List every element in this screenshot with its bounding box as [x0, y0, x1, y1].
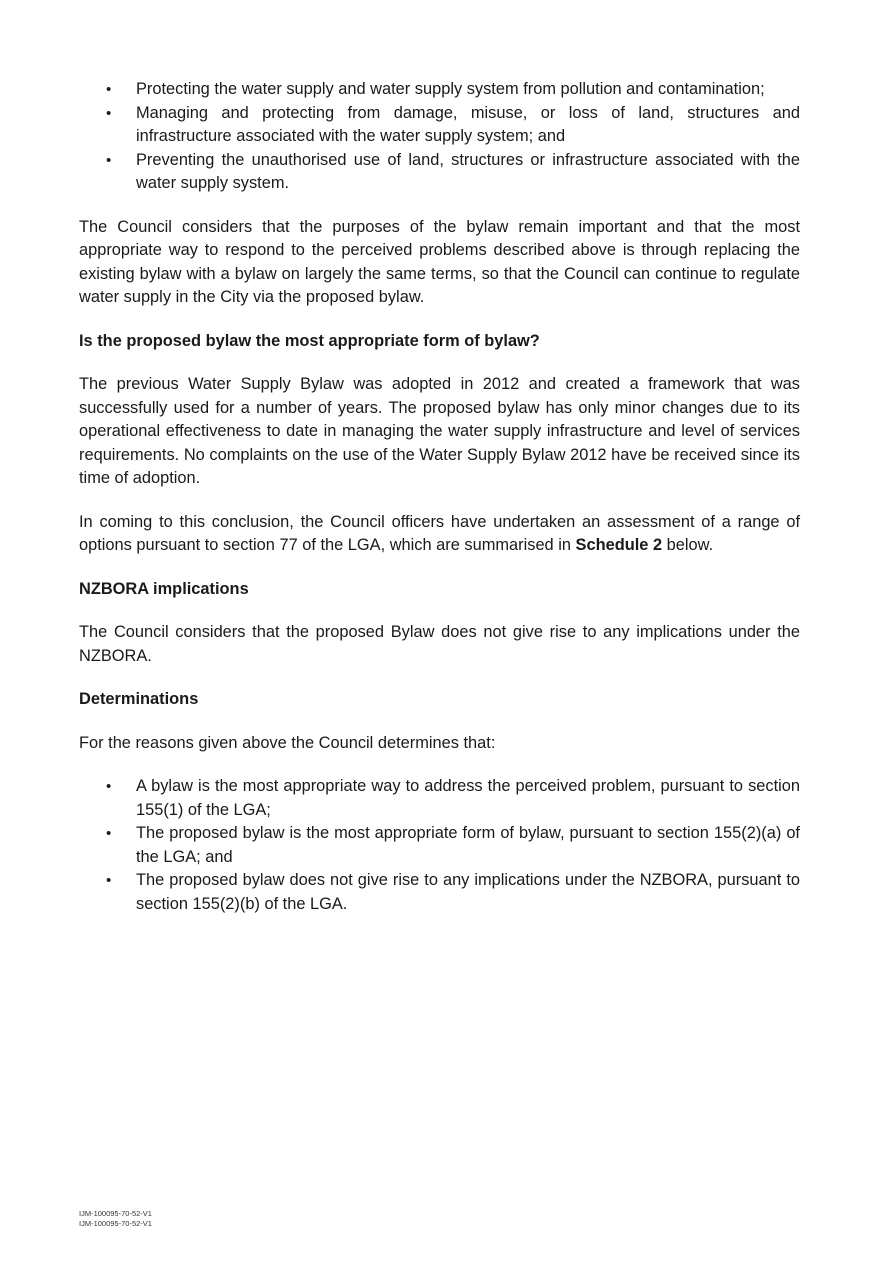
list-item-text: Managing and protecting from damage, misuse, or loss of land, structures and infrastructure associated with the water supply system; and	[136, 103, 800, 145]
document-reference: IJM-100095-70-52-V1	[79, 1219, 152, 1228]
document-reference: IJM-100095-70-52-V1	[79, 1209, 152, 1218]
list-item-text: Preventing the unauthorised use of land, structures or infrastructure associated with the water supply system.	[136, 150, 800, 192]
document-page	[79, 78, 800, 916]
determinations-intro: For the reasons given above the Council determines that:	[79, 733, 496, 752]
bullet-icon: •	[106, 81, 112, 98]
bullet-icon: •	[106, 104, 112, 122]
list-item	[79, 102, 800, 149]
bullet-icon: •	[106, 151, 112, 169]
list-item-text: The proposed bylaw does not give rise to any implications under the NZBORA, pursuant to section 155(2)(b) of the LGA.	[136, 871, 800, 913]
nzbora-paragraph: The Council considers that the proposed Bylaw does not give rise to any implications under the NZBORA.	[79, 623, 800, 665]
conclusion-paragraph	[79, 511, 800, 558]
purpose-bullet-list	[79, 78, 800, 196]
document-footer	[79, 1209, 152, 1229]
bullet-icon: •	[106, 825, 112, 842]
conclusion-text: In coming to this conclusion, the Council officers have undertaken an assessment of a range of options pursuant to section 77 of the LGA, which are summarised in	[79, 512, 800, 554]
nzbora-heading: NZBORA implications	[79, 579, 249, 598]
list-item	[79, 822, 800, 869]
bullet-icon: •	[106, 778, 112, 795]
form-of-bylaw-heading: Is the proposed bylaw the most appropriate form of bylaw?	[79, 331, 540, 350]
list-item-text: A bylaw is the most appropriate way to address the perceived problem, pursuant to section 155(1) of the LGA;	[136, 777, 800, 819]
schedule-reference: Schedule 2	[575, 536, 663, 554]
list-item-text: The proposed bylaw is the most appropriate form of bylaw, pursuant to section 155(2)(a) of the LGA; and	[136, 824, 800, 866]
list-item	[79, 78, 800, 102]
purposes-paragraph: The Council considers that the purposes of the bylaw remain important and that the most appropriate way to respond to the perceived problems described above is through replacing the existing bylaw with a bylaw on largely the same terms, so that the Council can continue to regulate water supply in the City via the proposed bylaw.	[79, 217, 800, 306]
bullet-icon: •	[106, 872, 112, 889]
list-item	[79, 149, 800, 196]
determinations-heading: Determinations	[79, 690, 199, 708]
list-item-text: Protecting the water supply and water supply system from pollution and contamination;	[136, 80, 765, 98]
conclusion-text-end: below.	[662, 536, 714, 554]
determinations-bullet-list	[79, 775, 800, 916]
list-item	[79, 869, 800, 916]
list-item	[79, 775, 800, 822]
previous-bylaw-paragraph: The previous Water Supply Bylaw was adopted in 2012 and created a framework that was successfully used for a number of years. The proposed bylaw has only minor changes due to its operational effectiveness to date in managing the water supply infrastructure and level of services requirements. No complaints on the use of the Water Supply Bylaw 2012 have be received since its time of adoption.	[79, 375, 800, 487]
